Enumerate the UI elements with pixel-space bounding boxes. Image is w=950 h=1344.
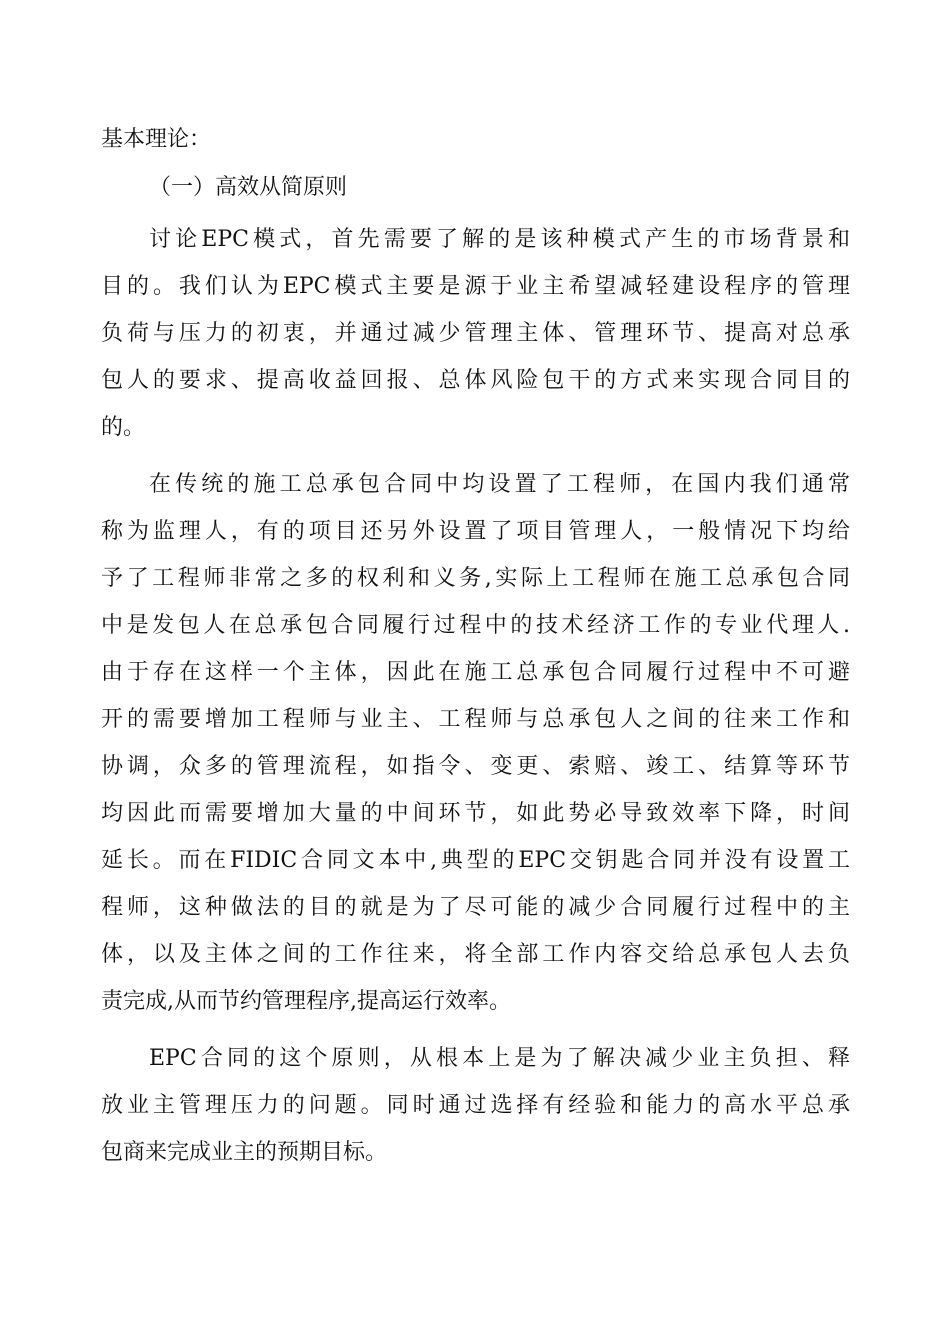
section-subtitle: （一）高效从简原则 xyxy=(149,175,348,200)
paragraph-1 xyxy=(101,216,850,451)
paragraph-3 xyxy=(101,1035,850,1176)
paragraph-line: 予了工程师非常之多的权利和义务,实际上工程师在施工总承包合同 xyxy=(101,566,850,591)
paragraph-line: 程师，这种做法的目的就是为了尽可能的减少合同履行过程中的主 xyxy=(101,895,850,920)
paragraph-line: 协调，众多的管理流程，如指令、变更、索赔、竣工、结算等环节 xyxy=(101,754,850,779)
paragraph-line: 由于存在这样一个主体，因此在施工总承包合同履行过程中不可避 xyxy=(101,660,850,685)
paragraph-line: 包商来完成业主的预期目标。 xyxy=(101,1140,388,1165)
paragraph-line: 体，以及主体之间的工作往来，将全部工作内容交给总承包人去负 xyxy=(101,942,850,967)
paragraph-line: 均因此而需要增加大量的中间环节，如此势必导致效率下降，时间 xyxy=(101,801,850,826)
document-body xyxy=(101,116,850,1186)
paragraph-line: 在传统的施工总承包合同中均设置了工程师，在国内我们通常 xyxy=(149,472,850,497)
paragraph-line: 的。 xyxy=(101,415,146,440)
paragraph-line: 责完成,从而节约管理程序,提高运行效率。 xyxy=(101,989,511,1014)
paragraph-line: 包人的要求、提高收益回报、总体风险包干的方式来实现合同目的 xyxy=(101,368,850,393)
paragraph-line: 负荷与压力的初衷，并通过减少管理主体、管理环节、提高对总承 xyxy=(101,321,850,346)
paragraph-line: 延长。而在FIDIC合同文本中,典型的EPC交钥匙合同并没有设置工 xyxy=(101,848,850,873)
paragraph-line: 放业主管理压力的问题。同时通过选择有经验和能力的高水平总承 xyxy=(101,1093,850,1118)
paragraph-line: 称为监理人，有的项目还另外设置了项目管理人，一般情况下均给 xyxy=(101,519,850,544)
paragraph-line: 开的需要增加工程师与业主、工程师与总承包人之间的往来工作和 xyxy=(101,707,850,732)
paragraph-line: 讨论EPC模式，首先需要了解的是该种模式产生的市场背景和 xyxy=(149,227,850,252)
paragraph-line: 目的。我们认为EPC模式主要是源于业主希望减轻建设程序的管理 xyxy=(101,274,850,299)
paragraph-line: EPC合同的这个原则，从根本上是为了解决减少业主负担、释 xyxy=(149,1046,850,1071)
paragraph-2 xyxy=(101,461,850,1025)
section-title: 基本理论： xyxy=(101,127,212,152)
paragraph-line: 中是发包人在总承包合同履行过程中的技术经济工作的专业代理人. xyxy=(101,613,850,638)
